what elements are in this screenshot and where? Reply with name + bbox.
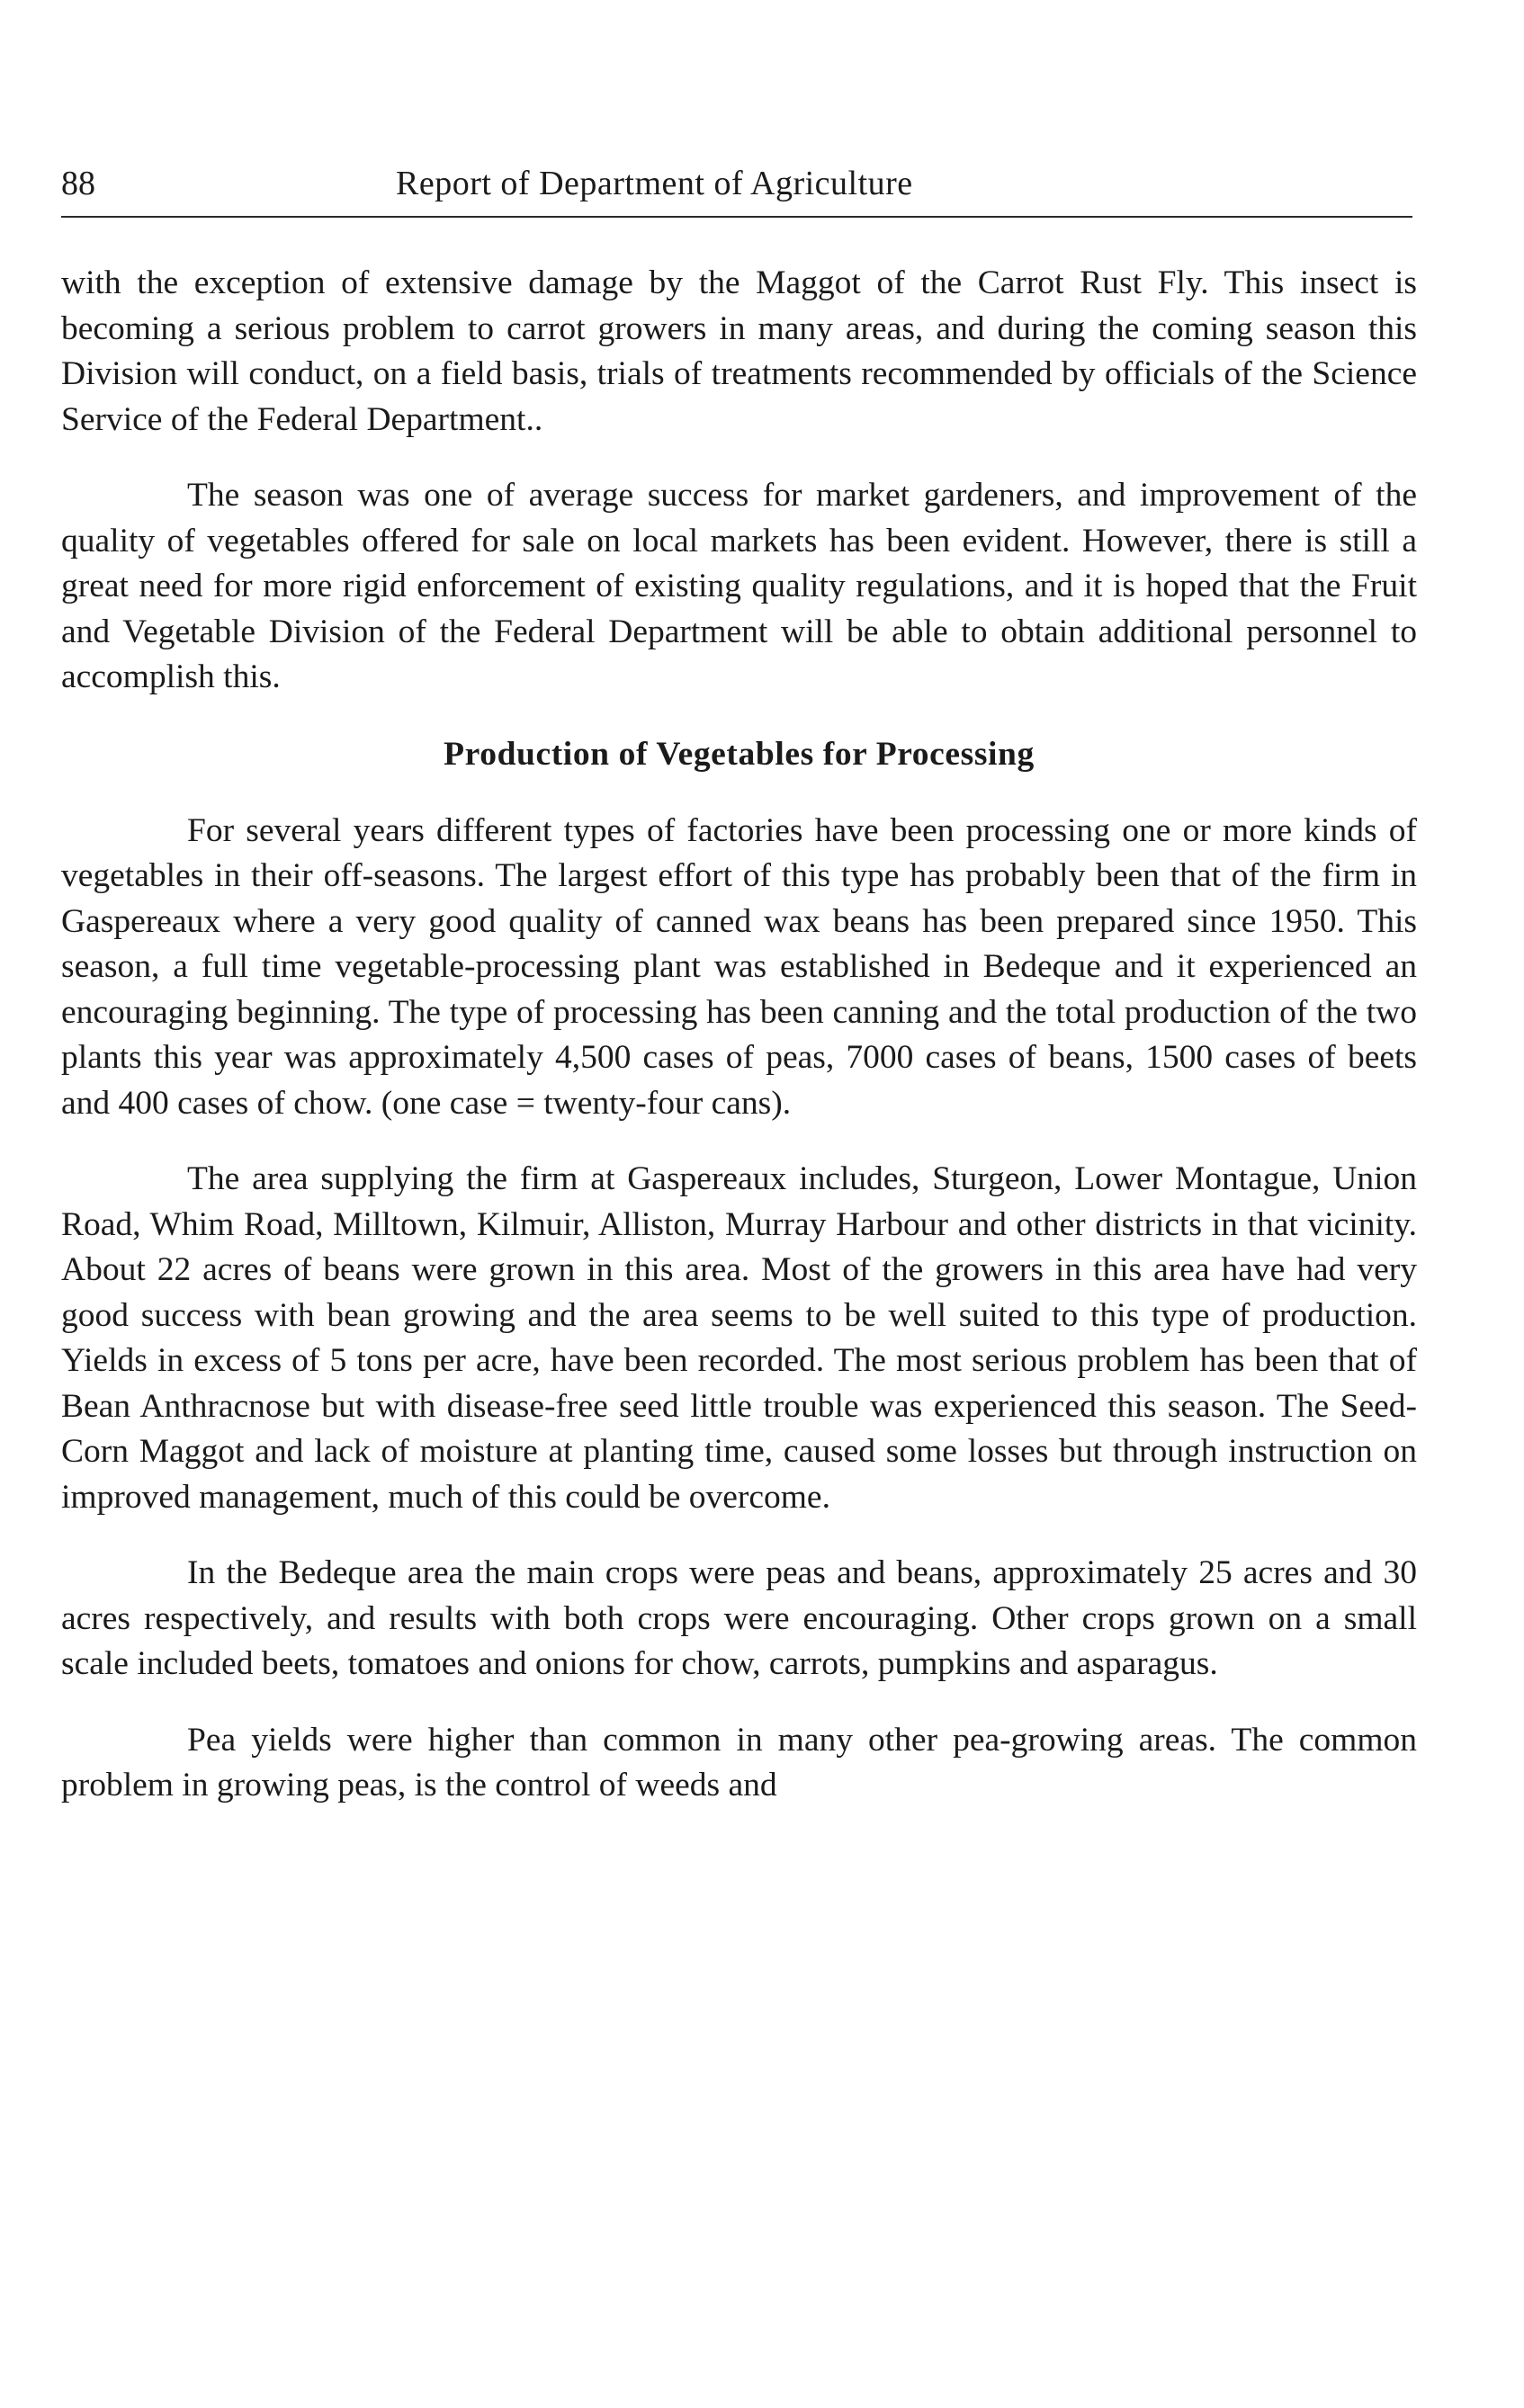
- page-header: [61, 160, 1411, 214]
- paragraph: The area supplying the firm at Gaspereaux includes, Sturgeon, Lower Montague, Union Road, Whim Road, Milltown, Kilmuir, Alliston, Murray Harbour and other districts in that vicinity. About 22 acres of beans were grown in this area. Most of the growers in this area have had very good success with bean growing and the area seems to be well suited to this type of production. Yields in excess of 5 tons per acre, have been recorded. The most serious problem has been that of Bean Anthracnose but with disease-free seed little trouble was experienced this season. The Seed-Corn Maggot and lack of moisture at planting time, caused some losses but through instruction on improved management, much of this could be overcome.: [61, 1160, 1417, 1516]
- running-title: Report of Department of Agriculture: [396, 165, 913, 202]
- paragraph: For several years different types of factories have been processing one or more kinds of vegetables in their off-seasons. The largest effort of this type has probably been that of the firm in Gaspereaux where a very good quality of canned wax beans has been prepared since 1950. This season, a full time vegetable-processing plant was established in Bedeque and it experienced an encouraging beginning. The type of processing has been canning and the total production of the two plants this year was approximately 4,500 cases of peas, 7000 cases of beans, 1500 cases of beets and 400 cases of chow. (one case = twenty-four cans).: [61, 811, 1417, 1122]
- page-number: 88: [61, 165, 95, 202]
- body-text: [61, 261, 1417, 1809]
- paragraph: In the Bedeque area the main crops were peas and beans, approximately 25 acres and 30 acres respectively, and results with both crops were encouraging. Other crops grown on a small scale included beets, tomatoes and onions for chow, carrots, pumpkins and asparagus.: [61, 1554, 1417, 1682]
- paragraph-continued: with the exception of extensive damage by the Maggot of the Carrot Rust Fly. This insect is becoming a serious problem to carrot growers in many areas, and during the coming season this Division will conduct, on a field basis, trials of treatments recommended by officials of the Science Service of the Federal Department..: [61, 264, 1417, 438]
- header-rule: [61, 216, 1412, 218]
- paragraph: Pea yields were higher than common in many other pea-growing areas. The common problem in growing peas, is the control of weeds and: [61, 1721, 1417, 1804]
- paragraph: The season was one of average success for market gardeners, and improvement of the quality of vegetables offered for sale on local markets has been evident. However, there is still a great need for more rigid enforcement of existing quality regulations, and it is hoped that the Fruit and Vegetable Division of the Federal Department will be able to obtain additional personnel to accomplish this.: [61, 477, 1417, 695]
- section-heading: Production of Vegetables for Processing: [444, 735, 1035, 773]
